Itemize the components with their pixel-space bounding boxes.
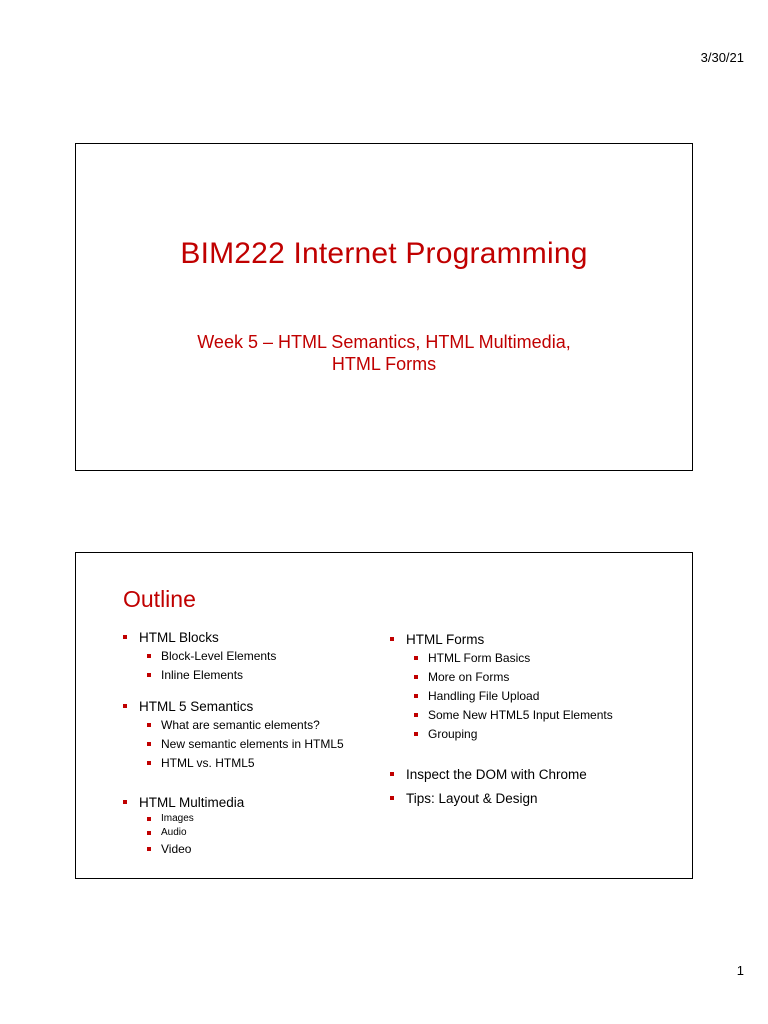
bullet-html-blocks: HTML Blocks — [122, 628, 344, 647]
bullet-new-inputs: Some New HTML5 Input Elements — [413, 706, 613, 725]
handout-date: 3/30/21 — [700, 50, 744, 65]
bullet-inline: Inline Elements — [146, 666, 344, 685]
outline-right-column — [389, 630, 613, 808]
bullet-inspect-dom: Inspect the DOM with Chrome — [389, 765, 613, 784]
outline-left-column — [122, 628, 344, 859]
bullet-html-forms: HTML Forms — [389, 630, 613, 649]
bullet-more-forms: More on Forms — [413, 668, 613, 687]
bullet-html-multimedia: HTML Multimedia — [122, 793, 344, 812]
outline-heading: Outline — [123, 586, 196, 612]
bullet-video: Video — [146, 840, 344, 859]
bullet-what-are-semantic: What are semantic elements? — [146, 716, 344, 735]
bullet-html-vs-html5: HTML vs. HTML5 — [146, 754, 344, 773]
title-slide — [75, 143, 693, 471]
bullet-tips: Tips: Layout & Design — [389, 789, 613, 808]
subtitle-line-2: HTML Forms — [331, 354, 437, 374]
bullet-grouping: Grouping — [413, 725, 613, 744]
bullet-form-basics: HTML Form Basics — [413, 649, 613, 668]
subtitle-line-1: Week 5 – HTML Semantics, HTML Multimedia, — [197, 332, 571, 352]
bullet-audio: Audio — [146, 826, 344, 840]
page-number: 1 — [736, 963, 744, 978]
bullet-block-level: Block-Level Elements — [146, 647, 344, 666]
bullet-new-semantic: New semantic elements in HTML5 — [146, 735, 344, 754]
outline-slide — [75, 552, 693, 879]
slide-title: BIM222 Internet Programming — [180, 237, 588, 270]
bullet-images: Images — [146, 812, 344, 826]
bullet-html5-semantics: HTML 5 Semantics — [122, 697, 344, 716]
bullet-file-upload: Handling File Upload — [413, 687, 613, 706]
slide-subtitle — [76, 331, 692, 375]
